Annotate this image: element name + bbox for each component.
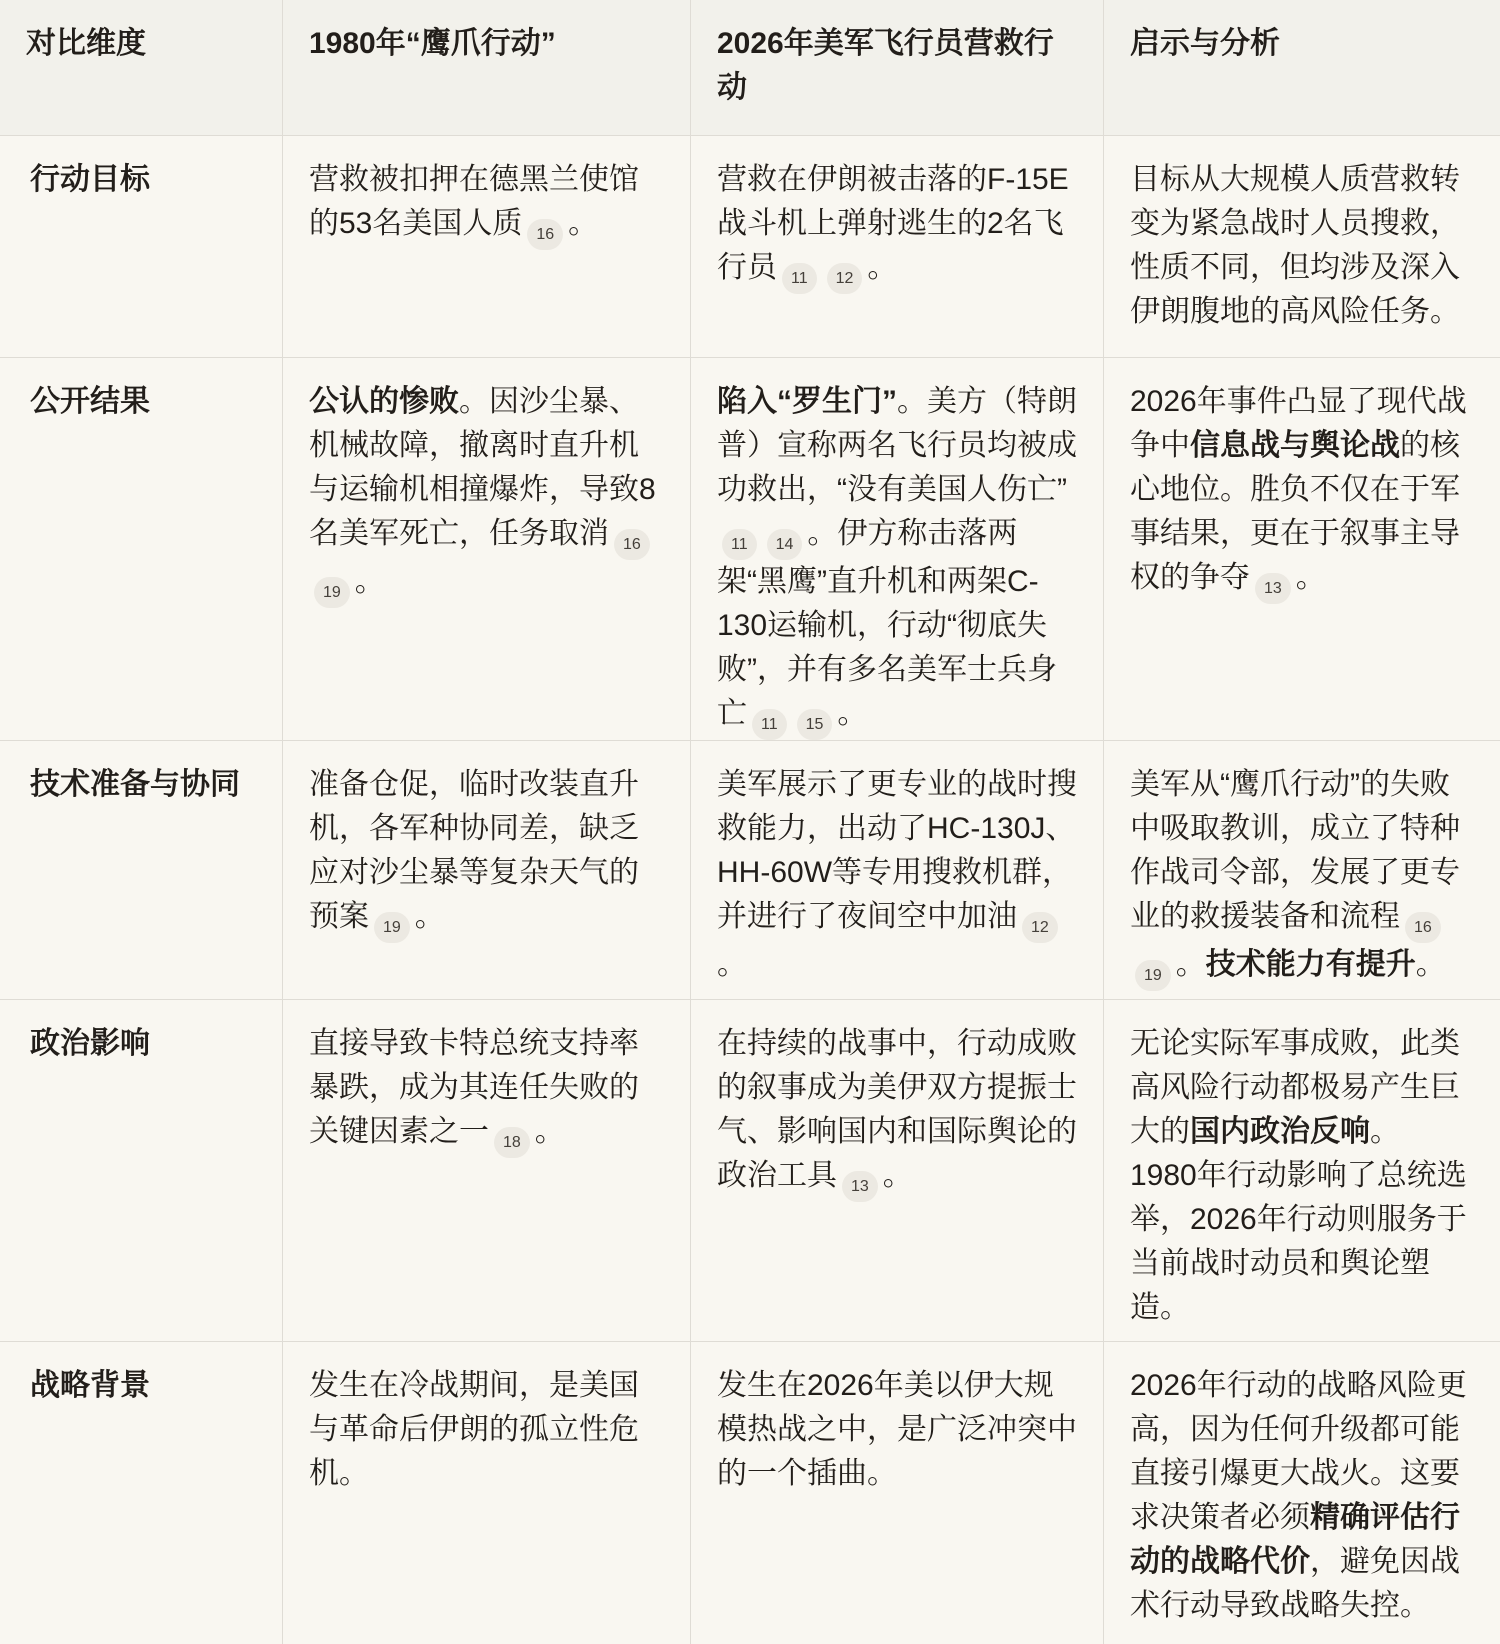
citation-badge[interactable]: 19 <box>1135 960 1171 991</box>
cell-text: 的核心地位。胜负不仅在于军事结果，更在于叙事主导权的争夺 <box>1130 429 1460 594</box>
cell-text: 准备仓促，临时改装直升机，各军种协同差，缺乏应对沙尘暴等复杂天气的预案 <box>309 768 639 933</box>
table-cell <box>690 358 1103 740</box>
cell-bold-text: 陷入“罗生门” <box>717 385 897 418</box>
table-cell <box>1103 136 1500 357</box>
cell-bold-text: 精确评估行动的战略代价 <box>1130 1501 1460 1578</box>
column-header: 2026年美军飞行员营救行动 <box>690 0 1103 135</box>
cell-text: 。 <box>717 948 747 981</box>
citation-badge[interactable]: 14 <box>767 529 803 560</box>
citation-badge[interactable]: 12 <box>1022 912 1058 943</box>
cell-text: 。 <box>882 1159 913 1192</box>
cell-bold-text: 公认的惨败 <box>309 385 459 418</box>
cell-text: 发生在2026年美以伊大规模热战之中，是广泛冲突中的一个插曲。 <box>717 1369 1077 1490</box>
table-header-row <box>0 0 1500 135</box>
cell-text: 目标从大规模人质营救转变为紧急战时人员搜救，性质不同，但均涉及深入伊朗腹地的高风险任务。 <box>1130 163 1460 328</box>
cell-text: 发生在冷战期间，是美国与革命后伊朗的孤立性危机。 <box>309 1369 639 1490</box>
cell-text: 。 <box>1175 948 1206 981</box>
table-row <box>0 1341 1500 1644</box>
table-cell <box>1103 1342 1500 1644</box>
table-row <box>0 357 1500 740</box>
citation-badge[interactable]: 16 <box>527 219 563 250</box>
cell-bold-text: 国内政治反响 <box>1190 1115 1370 1148</box>
citation-badge[interactable]: 19 <box>374 912 410 943</box>
table-cell <box>282 136 690 357</box>
citation-badge[interactable]: 16 <box>1405 912 1441 943</box>
cell-text: 无论实际军事成败，此类高风险行动都极易产生巨大的 <box>1130 1027 1460 1148</box>
table-cell <box>1103 741 1500 999</box>
row-dimension-label: 战略背景 <box>30 1369 150 1402</box>
citation-badge[interactable]: 18 <box>494 1127 530 1158</box>
cell-text: 。 <box>1370 1115 1400 1148</box>
table-row <box>0 135 1500 357</box>
citation-badge[interactable]: 19 <box>314 577 350 608</box>
citation-badge[interactable]: 13 <box>1255 573 1291 604</box>
table-cell <box>282 1000 690 1341</box>
cell-text: 直接导致卡特总统支持率暴跌，成为其连任失败的关键因素之一 <box>309 1027 639 1148</box>
citation-badge[interactable]: 11 <box>782 263 817 294</box>
cell-text: 营救在伊朗被击落的F-15E战斗机上弹射逃生的2名飞行员 <box>717 163 1069 284</box>
cell-text: 。 <box>1415 948 1446 981</box>
cell-bold-text: 信息战与舆论战 <box>1190 429 1400 462</box>
citation-badge[interactable]: 12 <box>827 263 863 294</box>
table-cell <box>1103 358 1500 740</box>
citation-badge[interactable]: 16 <box>614 529 650 560</box>
cell-text: 。 <box>414 900 445 933</box>
cell-text: 。 <box>534 1115 565 1148</box>
row-dimension-label: 公开结果 <box>30 385 150 418</box>
cell-text: 美军从“鹰爪行动”的失败中吸取教训，成立了特种作战司令部，发展了更专业的救援装备和流程 <box>1130 768 1460 933</box>
cell-text: 。伊方称击落两架“黑鹰”直升机和两架C-130运输机，行动“彻底失败”，并有多名美军士兵身亡 <box>717 517 1057 730</box>
citation-badge[interactable]: 15 <box>797 709 833 740</box>
citation-badge[interactable]: 13 <box>842 1171 878 1202</box>
cell-text: 2026年行动的战略风险更高，因为任何升级都可能直接引爆更大战火。这要求决策者必须 <box>1130 1369 1467 1534</box>
cell-text: 营救被扣押在德黑兰使馆的53名美国人质 <box>309 163 639 240</box>
row-dimension-label: 技术准备与协同 <box>30 768 240 801</box>
cell-text: 。 <box>354 565 385 598</box>
cell-bold-text: 技术能力有提升 <box>1205 948 1416 981</box>
citation-badge[interactable]: 11 <box>722 529 757 560</box>
cell-text: 。美方（特朗普）宣称两名飞行员均被成功救出，“没有美国人伤亡” <box>717 385 1077 506</box>
cell-text: 美军展示了更专业的战时搜救能力，出动了HC-130J、HH-60W等专用搜救机群，并进行了夜间空中加油 <box>717 768 1077 933</box>
cell-text: 2026年事件凸显了现代战争中 <box>1130 385 1467 462</box>
citation-badge[interactable]: 11 <box>752 709 787 740</box>
table-cell <box>1103 1000 1500 1341</box>
table-cell <box>282 1342 690 1644</box>
cell-text: 1980年行动影响了总统选举，2026年行动则服务于当前战时动员和舆论塑造。 <box>1130 1159 1467 1324</box>
column-header: 1980年“鹰爪行动” <box>282 0 690 135</box>
table-cell <box>690 1000 1103 1341</box>
row-dimension-label: 政治影响 <box>30 1027 150 1060</box>
column-header: 启示与分析 <box>1103 0 1500 135</box>
cell-text: 在持续的战事中，行动成败的叙事成为美伊双方提振士气、影响国内和国际舆论的政治工具 <box>717 1027 1077 1192</box>
table-cell <box>690 741 1103 999</box>
table-cell <box>690 1342 1103 1644</box>
row-dimension-label: 行动目标 <box>30 163 150 196</box>
table-cell <box>282 741 690 999</box>
table-row <box>0 999 1500 1341</box>
cell-text: 。 <box>1295 561 1326 594</box>
cell-text: 。 <box>837 697 868 730</box>
cell-text: 。因沙尘暴、机械故障，撤离时直升机与运输机相撞爆炸，导致8名美军死亡，任务取消 <box>309 385 656 550</box>
cell-text: 。 <box>568 207 599 240</box>
table-row <box>0 740 1500 999</box>
column-header: 对比维度 <box>26 27 146 60</box>
cell-text: ，避免因战术行动导致战略失控。 <box>1130 1545 1460 1622</box>
cell-text: 。 <box>867 251 898 284</box>
table-cell <box>282 358 690 740</box>
table-cell <box>690 136 1103 357</box>
